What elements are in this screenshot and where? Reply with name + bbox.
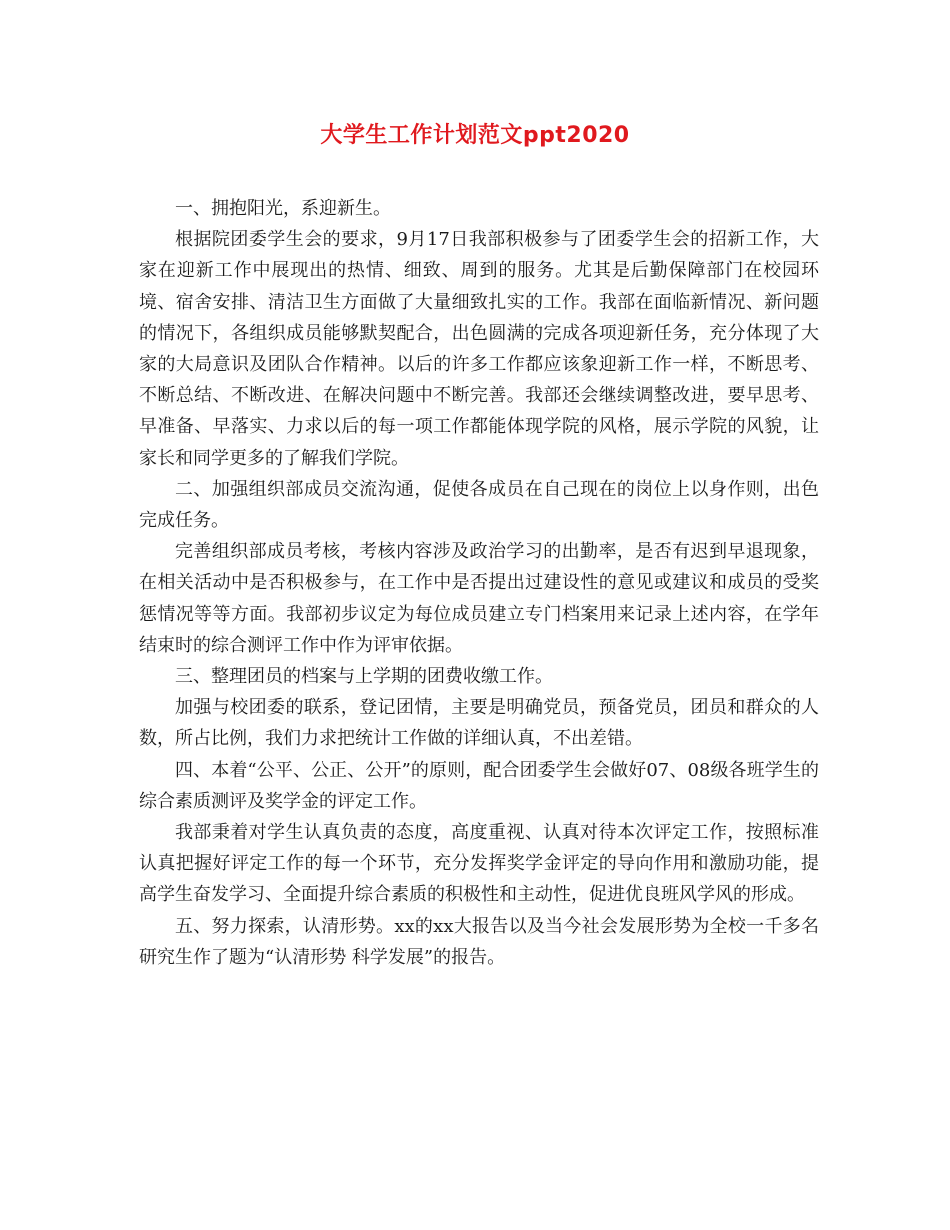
paragraph-7: 四、本着“公平、公正、公开”的原则，配合团委学生会做好07、08级各班学生的综合素质测评及奖学金的评定工作。: [139, 759, 819, 812]
paragraph-6: 加强与校团委的联系，登记团情，主要是明确党员，预备党员，团员和群众的人数，所占比例，我们力求把统计工作做的详细认真，不出差错。: [139, 697, 819, 750]
paragraph-4: 完善组织部成员考核，考核内容涉及政治学习的出勤率，是否有迟到早退现象，在相关活动中是否积极参与，在工作中是否提出过建设性的意见或建议和成员的受奖惩情况等等方面。我部初步议定为每位成员建立专门档案用来记录上述内容，在学年结束时的综合测评工作中作为评审依据。: [139, 541, 819, 656]
paragraph-8: 我部秉着对学生认真负责的态度，高度重视、认真对待本次评定工作，按照标准认真把握好评定工作的每一个环节，充分发挥奖学金评定的导向作用和激励功能，提高学生奋发学习、全面提升综合素质的积极性和主动性，促进优良班风学风的形成。: [139, 822, 819, 906]
document-title: 大学生工作计划范文ppt2020: [320, 123, 630, 148]
document-body: [139, 193, 819, 973]
paragraph-3: 二、加强组织部成员交流沟通，促使各成员在自己现在的岗位上以身作则，出色完成任务。: [139, 478, 819, 532]
paragraph-2: 根据院团委学生会的要求，9月17日我部积极参与了团委学生会的招新工作，大家在迎新工作中展现出的热情、细致、周到的服务。尤其是后勤保障部门在校园环境、宿舍安排、清洁卫生方面做了大量细致扎实的工作。我部在面临新情况、新问题的情况下，各组织成员能够默契配合，出色圆满的完成各项迎新任务，充分体现了大家的大局意识及团队合作精神。以后的许多工作都应该象迎新工作一样，不断思考、不断总结、不断改进、在解决问题中不断完善。我部还会继续调整改进，要早思考、早准备、早落实、力求以后的每一项工作都能体现学院的风格，展示学院的风貌，让家长和同学更多的了解我们学院。: [139, 229, 819, 469]
paragraph-5: 三、整理团员的档案与上学期的团费收缴工作。: [175, 666, 553, 688]
paragraph-1: 一、拥抱阳光，系迎新生。: [175, 198, 391, 219]
paragraph-9: 五、努力探索，认清形势。xx的xx大报告以及当今社会发展形势为全校一千多名研究生作了题为“认清形势 科学发展”的报告。: [139, 915, 819, 968]
